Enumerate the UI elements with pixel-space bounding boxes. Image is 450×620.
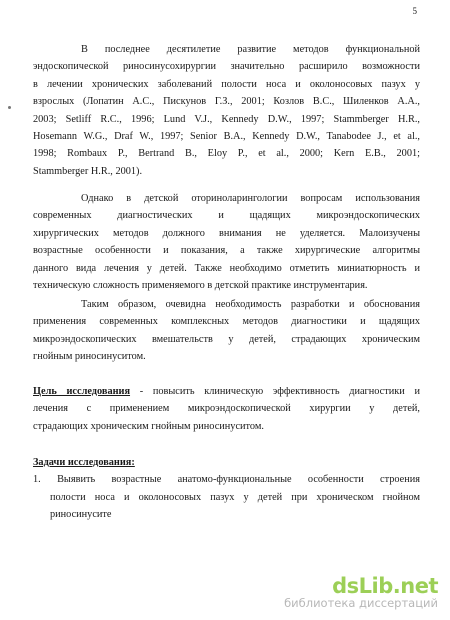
text-line: 2003; Setliff R.C., 1996; Lund V.J., Kennedy D.W., 1997; Stammberger H.R., bbox=[33, 113, 420, 125]
text-line: гнойным риносинуситом. bbox=[33, 351, 146, 363]
watermark-logo: dsLib.net bbox=[332, 574, 438, 598]
research-goal bbox=[33, 383, 420, 435]
text-line: полости носа и околоносовых пазух у детей при хроническом гнойном bbox=[50, 491, 420, 503]
goal-heading: Цель исследования bbox=[33, 386, 131, 397]
text-line: Таким образом, очевидна необходимость разработки и обоснования bbox=[81, 299, 420, 310]
text-line: в лечении хронических заболеваний полости носа и околоносовых пазух у bbox=[33, 78, 420, 90]
text-line: современных диагностических и щадящих микроэндоскопических bbox=[33, 210, 420, 222]
text-line: эндоскопической риносинусохирургии значительно расширило возможности bbox=[33, 61, 420, 73]
text-line: микроэндоскопических вмешательств у детей, страдающих хроническим bbox=[33, 333, 420, 345]
text-line: Hosemann W.G., Draf W., 1997; Senior B.A., Kennedy D.W., Tanabodee J., et al., bbox=[33, 131, 420, 143]
text-line: взрослых (Лопатин А.С., Пискунов Г.З., 2001; Козлов В.С., Шиленков А.А., bbox=[33, 96, 420, 108]
text-line: Stammberger H.R., 2001). bbox=[33, 165, 143, 177]
text-line: риносинусите bbox=[50, 509, 112, 521]
text-line: применения современных комплексных методов диагностики и щадящих bbox=[33, 316, 420, 328]
text-line: лечения с применением микроэндоскопической хирургии у детей, bbox=[33, 403, 420, 415]
page-number: 5 bbox=[412, 6, 417, 16]
text-line: Однако в детской оториноларингологии вопросам использования bbox=[81, 193, 420, 204]
paragraph-2 bbox=[33, 190, 420, 294]
paragraph-3 bbox=[33, 296, 420, 366]
task-text: Выявить возрастные анатомо-функциональные особенности строения bbox=[57, 474, 420, 486]
task-item-1 bbox=[33, 471, 420, 488]
goal-text: - повысить клиническую эффективность диагностики и bbox=[130, 386, 420, 397]
research-tasks bbox=[33, 454, 420, 524]
text-line bbox=[33, 383, 420, 400]
tasks-heading: Задачи исследования: bbox=[33, 457, 135, 468]
text-line: страдающих хроническим гнойным риносинуситом. bbox=[33, 420, 264, 432]
watermark-subtitle: библиотека диссертаций bbox=[284, 596, 438, 610]
text-line: техническую сложность применяемого в детской практике инструментария. bbox=[33, 280, 368, 292]
text-line: В последнее десятилетие развитие методов функциональной bbox=[81, 44, 420, 55]
task-number: 1. bbox=[33, 474, 41, 486]
text-line: 1998; Rombaux P., Bertrand B., Eloy P., et al., 2000; Kern E.B., 2001; bbox=[33, 148, 420, 160]
paragraph-1 bbox=[33, 41, 420, 180]
margin-mark bbox=[8, 106, 11, 109]
watermark bbox=[284, 574, 438, 610]
text-line: данного вида лечения у детей. Также необходимо отметить миниатюрность и bbox=[33, 262, 420, 274]
text-line: хирургических методов должного внимания не уделяется. Малоизучены bbox=[33, 227, 420, 239]
text-line: возрастные особенности и показания, а также хирургические алгоритмы bbox=[33, 245, 420, 257]
